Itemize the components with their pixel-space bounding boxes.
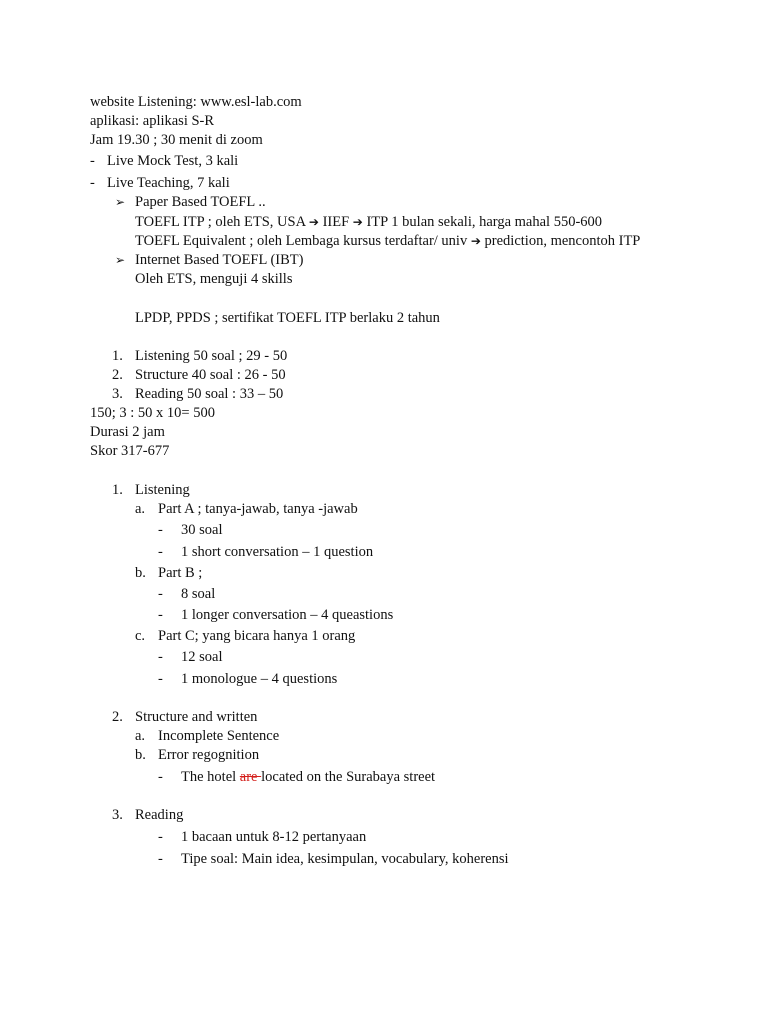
ibt-title: Internet Based TOEFL (IBT) xyxy=(135,252,304,268)
arrow-right-icon: ➔ xyxy=(308,215,319,229)
dash-bullet: - xyxy=(158,649,163,665)
reading-item: 1 bacaan untuk 8-12 pertanyaan xyxy=(181,829,367,845)
part-b-item: 8 soal xyxy=(181,586,216,602)
dash-bullet: - xyxy=(158,544,163,560)
list-number: 1. xyxy=(112,482,123,498)
list-letter: a. xyxy=(135,728,146,744)
reading-item: Tipe soal: Main idea, kesimpulan, vocabulary, koherensi xyxy=(181,851,509,867)
part-a-item: 30 soal xyxy=(181,522,223,538)
certificate-note: LPDP, PPDS ; sertifikat TOEFL ITP berlaku 2 tahun xyxy=(135,310,440,326)
structure-title: Structure and written xyxy=(135,709,258,725)
section-listening: Listening 50 soal ; 29 - 50 xyxy=(135,348,288,364)
part-c-item: 12 soal xyxy=(181,649,223,665)
chevron-bullet-icon: ➢ xyxy=(115,253,126,267)
part-c-item: 1 monologue – 4 questions xyxy=(181,671,338,687)
duration-line: Durasi 2 jam xyxy=(90,424,165,440)
error-example: The hotel are located on the Surabaya street xyxy=(181,769,436,785)
list-letter: b. xyxy=(135,565,146,581)
part-b: Part B ; xyxy=(158,565,203,581)
mock-test-line: Live Mock Test, 3 kali xyxy=(107,153,239,169)
list-letter: a. xyxy=(135,501,146,517)
dash-bullet: - xyxy=(158,586,163,602)
list-letter: c. xyxy=(135,628,146,644)
itp-line: TOEFL ITP ; oleh ETS, USA ➔ IIEF ➔ ITP 1 bulan sekali, harga mahal 550-600 xyxy=(135,214,603,230)
score-range: Skor 317-677 xyxy=(90,443,170,459)
app-line: aplikasi: aplikasi S-R xyxy=(90,113,215,129)
ibt-desc: Oleh ETS, menguji 4 skills xyxy=(135,271,293,287)
dash-bullet: - xyxy=(158,829,163,845)
section-structure: Structure 40 soal : 26 - 50 xyxy=(135,367,286,383)
dash-bullet: - xyxy=(158,671,163,687)
part-b-item: 1 longer conversation – 4 queastions xyxy=(181,607,394,623)
part-a-item: 1 short conversation – 1 question xyxy=(181,544,374,560)
part-a: Part A ; tanya-jawab, tanya -jawab xyxy=(158,501,358,517)
dash-bullet: - xyxy=(90,153,95,169)
list-number: 2. xyxy=(112,709,123,725)
list-number: 3. xyxy=(112,386,123,402)
list-letter: b. xyxy=(135,747,146,763)
part-c: Part C; yang bicara hanya 1 orang xyxy=(158,628,356,644)
listening-title: Listening xyxy=(135,482,190,498)
website-line: website Listening: www.esl-lab.com xyxy=(90,94,302,110)
dash-bullet: - xyxy=(90,175,95,191)
list-number: 3. xyxy=(112,807,123,823)
score-calc: 150; 3 : 50 x 10= 500 xyxy=(90,405,215,421)
dash-bullet: - xyxy=(158,769,163,785)
arrow-right-icon: ➔ xyxy=(470,234,481,248)
dash-bullet: - xyxy=(158,607,163,623)
pbt-title: Paper Based TOEFL .. xyxy=(135,194,266,210)
list-number: 2. xyxy=(112,367,123,383)
reading-title: Reading xyxy=(135,807,184,823)
section-reading: Reading 50 soal : 33 – 50 xyxy=(135,386,284,402)
arrow-right-icon: ➔ xyxy=(352,215,363,229)
dash-bullet: - xyxy=(158,522,163,538)
equivalent-line: TOEFL Equivalent ; oleh Lembaga kursus terdaftar/ univ ➔ prediction, mencontoh ITP xyxy=(135,233,641,249)
live-teaching-line: Live Teaching, 7 kali xyxy=(107,175,230,191)
struck-word: are xyxy=(239,769,262,785)
dash-bullet: - xyxy=(158,851,163,867)
list-number: 1. xyxy=(112,348,123,364)
structure-item: Error regognition xyxy=(158,747,260,763)
time-line: Jam 19.30 ; 30 menit di zoom xyxy=(90,132,263,148)
chevron-bullet-icon: ➢ xyxy=(115,195,126,209)
structure-item: Incomplete Sentence xyxy=(158,728,280,744)
